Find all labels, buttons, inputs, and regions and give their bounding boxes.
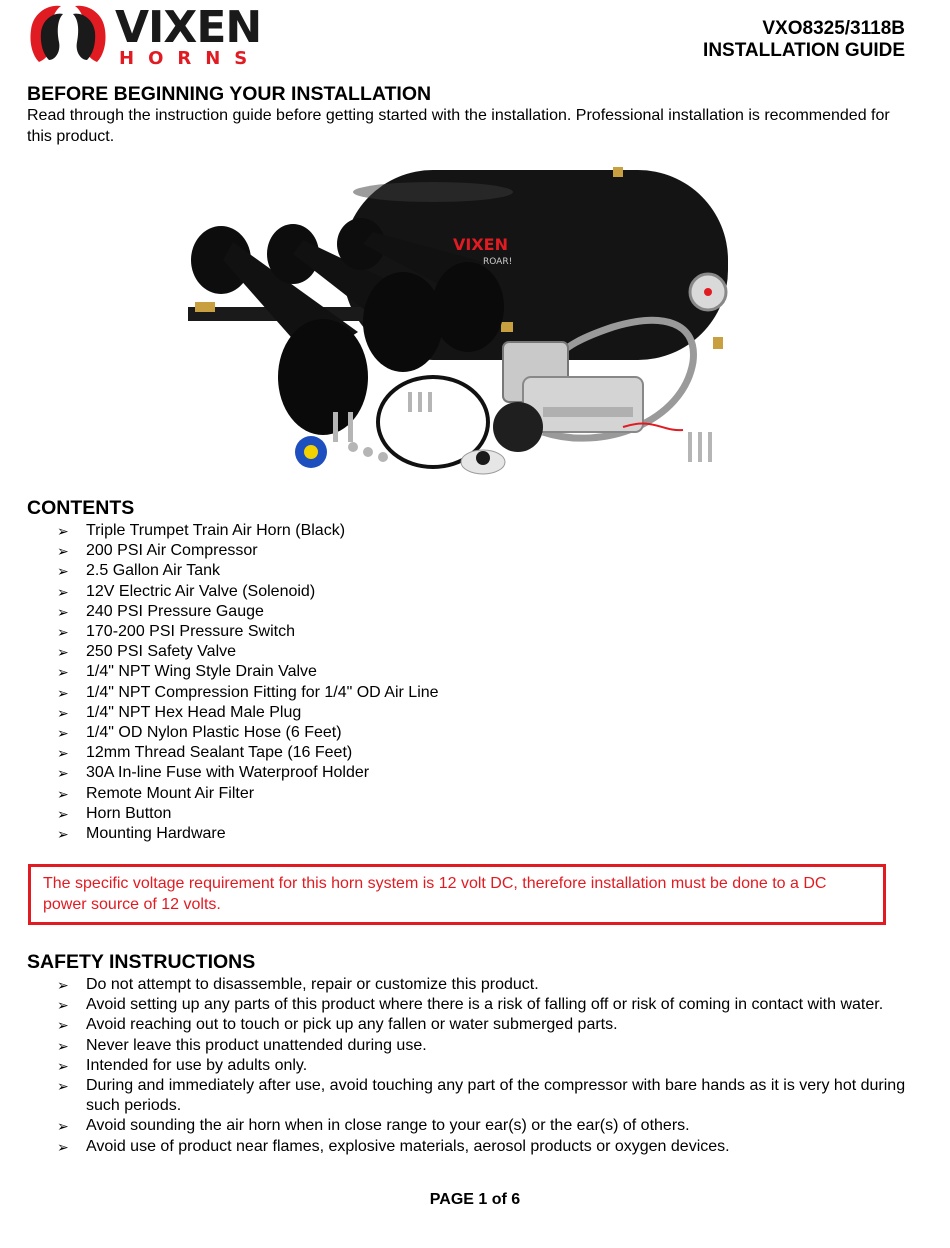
contents-item-text: 240 PSI Pressure Gauge: [86, 602, 264, 620]
voltage-warning-box: [28, 864, 886, 925]
safety-item-text: Do not attempt to disassemble, repair or customize this product.: [86, 976, 539, 993]
contents-item: [0, 642, 920, 662]
bullet-arrow-icon: ➢: [57, 543, 69, 560]
bullet-arrow-icon: ➢: [57, 1118, 69, 1135]
contents-item: [0, 763, 920, 783]
bullet-arrow-icon: ➢: [57, 805, 69, 822]
bullet-arrow-icon: ➢: [57, 1057, 69, 1074]
contents-item: [0, 824, 920, 844]
bullet-arrow-icon: ➢: [57, 977, 69, 993]
bullet-arrow-icon: ➢: [57, 1037, 69, 1054]
contents-item: [0, 743, 920, 763]
contents-item-text: 12mm Thread Sealant Tape (16 Feet): [86, 744, 353, 762]
intro-heading: BEFORE BEGINNING YOUR INSTALLATION: [27, 83, 432, 105]
contents-item: [0, 723, 920, 743]
voltage-warning-text: The specific voltage requirement for this horn system is 12 volt DC, therefore installation must be done to a DC power source of 12 volts.: [43, 875, 827, 913]
bullet-arrow-icon: ➢: [57, 644, 69, 661]
contents-item-text: Horn Button: [86, 804, 172, 822]
contents-item-text: 170-200 PSI Pressure Switch: [86, 623, 295, 641]
contents-list: [0, 521, 920, 844]
bullet-arrow-icon: ➢: [57, 523, 69, 539]
contents-item: [0, 662, 920, 682]
contents-item-text: 12V Electric Air Valve (Solenoid): [86, 582, 316, 600]
safety-item-text: Intended for use by adults only.: [86, 1056, 308, 1074]
contents-item: [0, 521, 920, 541]
page-number: PAGE 1 of 6: [429, 1191, 521, 1208]
contents-item-text: Triple Trumpet Train Air Horn (Black): [86, 522, 346, 539]
contents-item: [0, 582, 920, 602]
contents-item: [0, 541, 920, 561]
safety-item-text: Never leave this product unattended during use.: [86, 1036, 427, 1054]
contents-heading: CONTENTS: [27, 497, 135, 519]
bullet-arrow-icon: ➢: [57, 583, 69, 600]
contents-item: [0, 804, 920, 824]
svg-text:HORNS: HORNS: [119, 48, 262, 68]
intro-text: Read through the instruction guide before getting started with the installation. Professional installation is recommended for this product.: [27, 107, 890, 145]
safety-item: [0, 1076, 920, 1116]
contents-item-text: 30A In-line Fuse with Waterproof Holder: [86, 764, 370, 782]
contents-item-text: 1/4" NPT Hex Head Male Plug: [86, 703, 302, 721]
doc-type: INSTALLATION GUIDE: [703, 40, 905, 61]
safety-item-text: Avoid sounding the air horn when in close range to your ear(s) or the ear(s) of others.: [86, 1117, 690, 1135]
bullet-arrow-icon: ➢: [57, 1078, 69, 1095]
contents-item-text: 200 PSI Air Compressor: [86, 542, 258, 560]
bullet-arrow-icon: ➢: [57, 785, 69, 802]
bullet-arrow-icon: ➢: [57, 664, 69, 681]
safety-item-text: Avoid reaching out to touch or pick up any fallen or water submerged parts.: [86, 1016, 618, 1034]
safety-heading: SAFETY INSTRUCTIONS: [27, 951, 256, 973]
bullet-arrow-icon: ➢: [57, 725, 69, 742]
safety-item: [0, 1137, 920, 1157]
bullet-arrow-icon: ➢: [57, 704, 69, 721]
contents-item-text: 250 PSI Safety Valve: [86, 643, 237, 661]
contents-item-text: Mounting Hardware: [86, 825, 226, 843]
svg-text:VIXEN: VIXEN: [115, 2, 262, 53]
safety-item: [0, 995, 920, 1015]
contents-item-text: 1/4" NPT Wing Style Drain Valve: [86, 663, 317, 681]
contents-item: [0, 703, 920, 723]
bullet-arrow-icon: ➢: [57, 603, 69, 620]
safety-list: [0, 975, 920, 1157]
contents-item: [0, 622, 920, 642]
bullet-arrow-icon: ➢: [57, 1138, 69, 1155]
bullet-arrow-icon: ➢: [57, 826, 69, 843]
bullet-arrow-icon: ➢: [57, 745, 69, 762]
bullet-arrow-icon: ➢: [57, 1017, 69, 1034]
horn-emblem-icon: [30, 6, 105, 62]
bullet-arrow-icon: ➢: [57, 563, 69, 580]
document-id: [703, 18, 905, 62]
contents-item-text: 1/4" NPT Compression Fitting for 1/4" OD Air Line: [86, 683, 439, 701]
contents-item-text: Remote Mount Air Filter: [86, 784, 255, 802]
safety-item-text: Avoid setting up any parts of this product where there is a risk of falling off or risk of coming in contact with water.: [86, 996, 884, 1014]
bullet-arrow-icon: ➢: [57, 684, 69, 701]
contents-item-text: 1/4" OD Nylon Plastic Hose (6 Feet): [86, 724, 342, 742]
model-number: VXO8325/3118B: [762, 18, 905, 39]
contents-item-text: 2.5 Gallon Air Tank: [86, 562, 221, 580]
bullet-arrow-icon: ➢: [57, 624, 69, 641]
safety-item-text: Avoid use of product near flames, explosive materials, aerosol products or oxygen devices.: [86, 1137, 730, 1155]
svg-text:VIXEN: VIXEN: [453, 235, 508, 254]
contents-item: [0, 784, 920, 804]
svg-text:ROAR!: ROAR!: [483, 257, 513, 267]
safety-item-text: During and immediately after use, avoid touching any part of the compressor with bare hands as it is very hot during such periods.: [86, 1077, 906, 1115]
contents-item: [0, 602, 920, 622]
contents-item: [0, 561, 920, 581]
product-image: [183, 162, 753, 482]
safety-item: [0, 975, 920, 995]
bullet-arrow-icon: ➢: [57, 997, 69, 1014]
safety-item: [0, 1036, 920, 1056]
bullet-arrow-icon: ➢: [57, 765, 69, 782]
contents-item: [0, 683, 920, 703]
safety-item: [0, 1015, 920, 1035]
safety-item: [0, 1056, 920, 1076]
safety-item: [0, 1116, 920, 1136]
vixen-horns-logo: [27, 2, 277, 68]
